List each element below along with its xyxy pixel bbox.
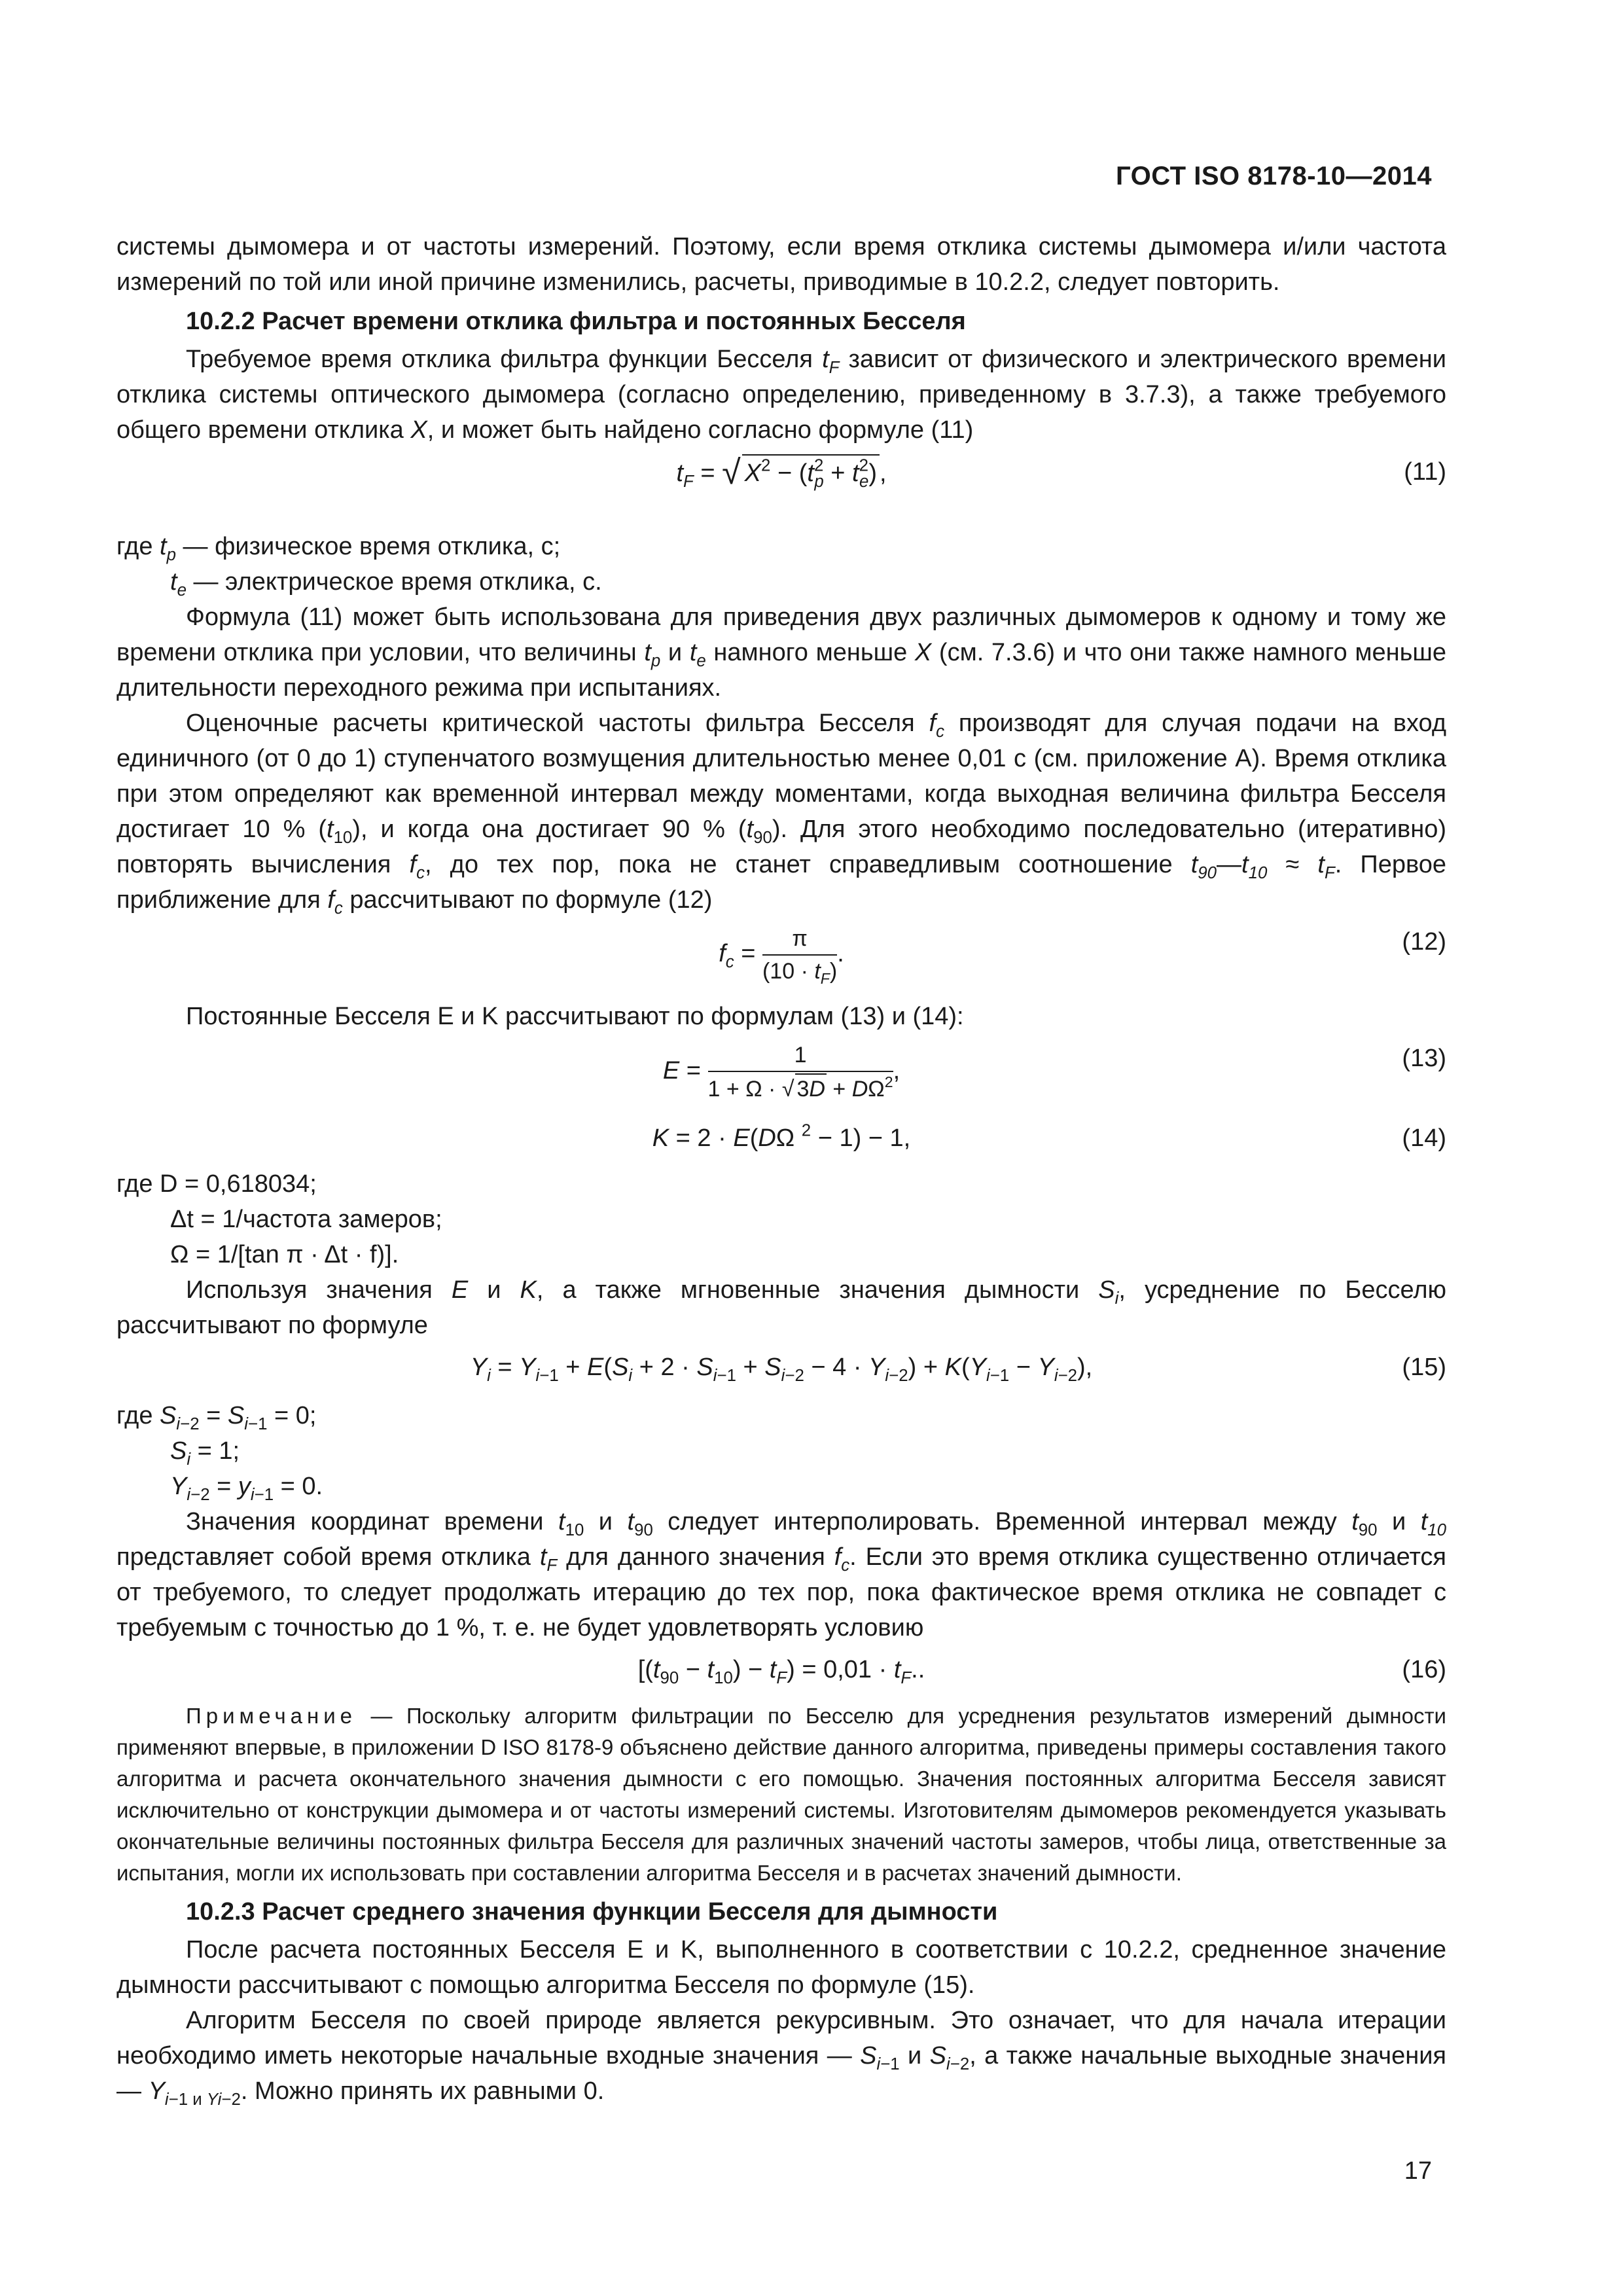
where-delta-t: Δt = 1/частота замеров; xyxy=(170,1206,442,1233)
formula-number-14: (14) xyxy=(1402,1124,1446,1152)
paragraph-critical-frequency: Оценочные расчеты критической частоты фильтра Бесселя $f_c$ производят для случая подачи на вход единичного (от 0 до 1) ступенчатого возмущения длительностью менее 0,01 с (см. приложение А). Время отклика при этом определяют как временной интервал между моментами, когда выходная величина фильтра Бесселя достигает 10 % $(t_{10})$, и когда она достигает 90 % $(t_{90})$. Для этого необходимо последовательно (итеративно) повторять вычисления $f_c$, до тех пор, пока не станет справедливым соотношение $t_{90}—t_{10} \approx t_F$. Первое приближение для $f_c$ рассчитывают по формуле (12) xyxy=(116,709,1446,918)
formula-number-11: (11) xyxy=(1404,458,1446,486)
note-paragraph: Примечание — Поскольку алгоритм фильтрации по Бесселю для усреднения результатов измерений дымности применяют впервые, в приложении D ISO 8178-9 объяснено действие данного алгоритма, приведены примеры составления такого алгоритма и расчета окончательного значения дымности с его помощью. Значения постоянных алгоритма Бесселя зависят исключительно от конструкции дымомера и от частоты измерений системы. Изготовителям дымомеров рекомендуется указывать окончательные величины постоянных фильтра Бесселя для различных значений частоты замеров, чтобы лица, ответственные за испытания, могли их использовать при составлении алгоритма Бесселя и в расчетах значений дымности. xyxy=(116,1704,1446,1885)
note-label: Примечание xyxy=(186,1704,357,1728)
formula-12: $f_c$ = $\frac{\pi}{(10 \cdot t_F)}$ . (12) xyxy=(116,924,1446,992)
paragraph-formula-11-usage: Формула (11) может быть использована для приведения двух различных дымомеров к одному и тому же времени отклика при условии, что величины $t_p$ и $t_e$ намного меньше X (см. 7.3.6) и что они также намного меньше длительности переходного режима при испытаниях. xyxy=(116,603,1446,702)
formula-number-15: (15) xyxy=(1402,1354,1446,1381)
formula-13: E = $\frac{1}{1 + \Omega \cdot √ 3D + D\Omega^2}$ , (13) xyxy=(116,1041,1446,1114)
init-si: $S_i = 1$; xyxy=(170,1437,240,1469)
formula-number-12: (12) xyxy=(1402,928,1446,956)
formula-14: K = 2 · E(DΩ $^2$ − 1) − 1, (14) xyxy=(116,1121,1446,1160)
paragraph-average-smoke: После расчета постоянных Бесселя E и K, выполненного в соответствии с 10.2.2, средненное значение дымности рассчитывают с помощью алгоритма Бесселя по формуле (15). xyxy=(116,1936,1446,1999)
formula-15: $Y_i = Y_{i-1} + E(S_i + 2 \cdot S_{i-1} + S_{i-2} - 4 \cdot Y_{i-2}) + K(Y_{i-1} - Y_{i-2})$, (15) xyxy=(116,1350,1446,1391)
page-content xyxy=(116,229,1446,2109)
page-number: 17 xyxy=(1404,2157,1432,2185)
formula-16: $[(t_{90} - t_{10}) - t_F) = 0,01 \cdot t_F$.. (16) xyxy=(116,1652,1446,1694)
formula-number-13: (13) xyxy=(1402,1045,1446,1072)
init-y: $Y_{i-2} = y_{i-1} = 0$. xyxy=(170,1473,323,1505)
formula-11: $t_F$ = √ $X^2 - (t^2_p + t^2_e)$ , (11) xyxy=(676,454,1446,492)
continuation-paragraph: системы дымомера и от частоты измерений. Поэтому, если время отклика системы дымомера и/или частота измерений по той или иной причине изменились, расчеты, приводимые в 10.2.2, следует повторить. xyxy=(116,233,1446,296)
paragraph-interpolation: Значения координат времени $t_{10}$ и $t_{90}$ следует интерполировать. Временной интервал между $t_{90}$ и $t_{10}$ представляет собой время отклика $t_F$ для данного значения $f_c$. Если это время отклика существенно отличается от требуемого, то следует продолжать итерацию до тех пор, пока фактическое время отклика не совпадет с требуемым с точностью до 1 %, т. е. не будет удовлетворять условию xyxy=(116,1508,1447,1641)
paragraph-recursive: Алгоритм Бесселя по своей природе является рекурсивным. Это означает, что для начала итерации необходимо иметь некоторые начальные входные значения — $S_{i-1}$ и $S_{i-2}$, а также начальные выходные значения — $Y_{i-1 и Yi-2}$. Можно принять их равными 0. xyxy=(116,2007,1446,2109)
section-heading-10-2-3: 10.2.3 Расчет среднего значения функции Бесселя для дымности xyxy=(186,1898,998,1926)
where-omega: Ω = 1/[tan π · Δt · f)]. xyxy=(170,1241,399,1268)
standard-header: ГОСТ ISO 8178-10—2014 xyxy=(1116,162,1432,190)
formula-number-16: (16) xyxy=(1402,1656,1446,1683)
paragraph-bessel-averaging: Используя значения E и K, а также мгновенные значения дымности $S_i$, усреднение по Бесселю рассчитывают по формуле xyxy=(116,1276,1447,1339)
paragraph-response-time: Требуемое время отклика фильтра функции Бесселя $t_F$ зависит от физического и электрического времени отклика системы оптического дымомера (согласно определению, приведенному в 3.7.3), а также требуемого общего времени отклика X, и может быть найдено согласно формуле (11) xyxy=(116,346,1446,444)
init-s: где $S_{i-2} = S_{i-1} = 0$; xyxy=(116,1402,317,1434)
where-tp: где $t_p$ — физическое время отклика, с; xyxy=(116,533,561,565)
section-heading-10-2-2: 10.2.2 Расчет времени отклика фильтра и постоянных Бесселя xyxy=(186,308,966,335)
where-te: $t_e$ — электрическое время отклика, с. xyxy=(170,568,602,600)
paragraph-bessel-constants: Постоянные Бесселя E и K рассчитывают по формулам (13) и (14): xyxy=(186,1003,964,1030)
where-D: где D = 0,618034; xyxy=(116,1170,317,1198)
